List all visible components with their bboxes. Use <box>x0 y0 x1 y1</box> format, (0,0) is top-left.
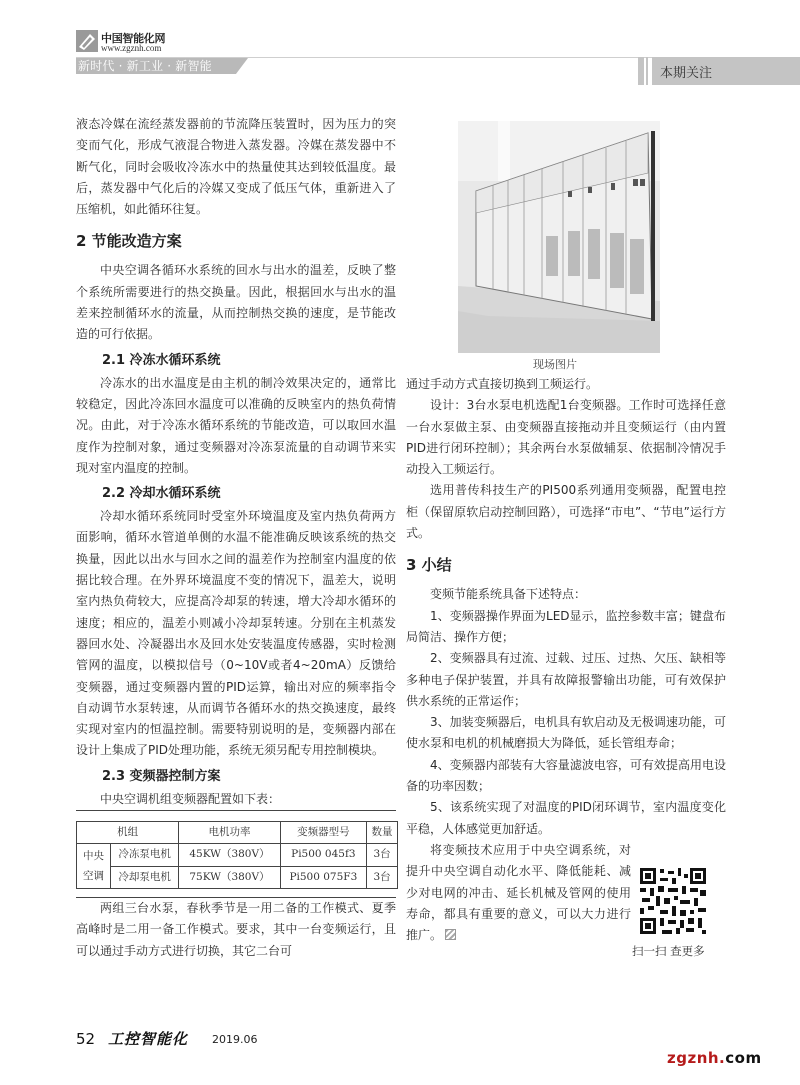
list-item: 3、加装变频器后，电机具有软启动及无极调速功能，可使水泵和电机的机械磨损大为降低，延长管组寿命； <box>406 715 726 751</box>
issue-date: 2019.06 <box>212 1033 258 1046</box>
end-mark-icon <box>445 929 456 940</box>
config-table-wrapper <box>76 810 396 898</box>
table-group-cell <box>77 844 111 889</box>
conclusion-text: 将变频技术应用于中央空调系统，对提升中央空调自动化水平、降低能耗、减少对电网的冲击、延长机械及管网的使用寿命，都具有重要的意义，可以大力进行推广。 <box>406 842 631 943</box>
paragraph-intro: 液态冷媒在流经蒸发器前的节流降压装置时，因为压力的突变而气化，形成气液混合物进入蒸发器。冷媒在蒸发器中不断气化，同时会吸收冷冻水中的热量使其达到较低温度。最后，蒸发器中气化后的冷媒又变成了低压气体，重新进入了压缩机，如此循环往复。 <box>76 117 396 217</box>
left-column <box>76 114 396 962</box>
heading-section-2: 2 节能改造方案 <box>76 232 182 251</box>
watermark <box>667 1049 762 1067</box>
table-header-cell: 数量 <box>367 822 398 844</box>
logo-url: www.zgznh.com <box>101 43 162 53</box>
table-cell: Pi500 045f3 <box>280 844 367 866</box>
list-item: 1、变频器操作界面为LED显示，监控参数丰富；键盘布局简洁、操作方便； <box>406 608 726 644</box>
table-cell: 3台 <box>367 844 398 866</box>
paragraph: 变频节能系统具备下述特点： <box>430 587 587 602</box>
table-header-cell: 机组 <box>77 822 179 844</box>
page-number: 52 <box>76 1030 96 1048</box>
paragraph: 两组三台水泵，春秋季节是一用二备的工作模式、夏季高峰时是二用一备工作模式。要求，其中一台变频运行，且可以通过手动方式进行切换，其它二台可 <box>76 900 396 958</box>
site-logo[interactable] <box>76 28 196 54</box>
paragraph: 中央空调各循环水系统的回水与出水的温差，反映了整个系统所需要进行的热交换量。因此，根据回水与出水的温差来控制循环水的流量，从而控制热交换的速度，是节能改造的可行依据。 <box>76 263 396 342</box>
logo-text: 中国智能化网 <box>101 32 166 45</box>
group-label: 空调 <box>83 870 104 883</box>
table-cell: 冷冻泵电机 <box>111 844 179 866</box>
table-header-cell: 电机功率 <box>179 822 280 844</box>
heading-section-3: 3 小结 <box>406 556 452 575</box>
paragraph-select: 选用普传科技生产的PI500系列通用变频器，配置电控柜（保留原软启动控制回路），可选择“市电”、“节电”运行方式。 <box>406 483 726 541</box>
qr-label: 扫一扫 查更多 <box>632 944 705 958</box>
watermark-domain: zgznh. <box>667 1049 726 1067</box>
right-column <box>406 374 726 946</box>
table-row <box>77 844 398 866</box>
section-tab-accent <box>638 57 644 85</box>
paragraph-design: 设计：3台水泵电机选配1台变频器。工作时可选择任意一台水泵做主泵、由变频器直接拖动并且变频运行（由内置PID进行闭环控制）；其余两台水泵做辅泵、依据制冷情况手动投入工频运行。 <box>406 398 726 477</box>
paragraph: 冷冻水的出水温度是由主机的制冷效果决定的，通常比较稳定，因此冷冻回水温度可以准确的反映室内的热负荷情况。由此，对于冷冻水循环系统的节能改造，可以取回水温度作为控制对象，通过变频器对冷冻泵流量的自动调节来实现对室内温度的控制。 <box>76 375 396 475</box>
site-photo <box>458 121 660 353</box>
paragraph: 冷却水循环系统同时受室外环境温度及室内热负荷两方面影响，循环水管道单侧的水温不能准确反映该系统的热交换量，因此以出水与回水之间的温差作为控制室内温度的依据比较合理。在外界环境温度不变的情况下，温差大，说明室内热负荷较大，应提高冷却泵的转速，增大冷却水循环的速度；相应的，温差小则减小冷却泵转速。分别在主机蒸发器回水处、冷凝器出水及回水处安装温度传感器，实时检测管网的温度，以模拟信号（0~10V或者4~20mA）反馈给变频器，通过变频器内置的PID运算，输出对应的频率指令自动调节水泵转速，从而调节各循环水的热交换速度，最终实现对室内的恒温控制。需要特别说明的是，变频器内部在设计上集成了PID处理功能，系统无须另配专用控制模块。 <box>76 509 396 758</box>
section-tab-accent <box>646 57 648 85</box>
paragraph: 中央空调机组变频器配置如下表： <box>100 791 281 806</box>
table-cell: 75KW（380V） <box>179 866 280 888</box>
heading-2-1: 2.1 冷冻水循环系统 <box>102 352 221 368</box>
list-item: 5、该系统实现了对温度的PID闭环调节，室内温度变化平稳，人体感觉更加舒适。 <box>406 800 726 836</box>
table-row <box>77 866 398 888</box>
heading-2-2: 2.2 冷却水循环系统 <box>102 486 221 502</box>
logo-mark-icon <box>76 30 98 52</box>
list-item: 4、变频器内部装有大容量滤波电容，可有效提高用电设备的功率因数； <box>406 757 726 794</box>
table-header-row <box>77 822 398 844</box>
table-header-cell: 变频器型号 <box>280 822 367 844</box>
table-cell: 冷却泵电机 <box>111 866 179 888</box>
qr-code-icon <box>638 866 708 936</box>
table-cell: 45KW（380V） <box>179 844 280 866</box>
config-table <box>76 821 398 889</box>
group-label: 中央 <box>83 850 104 863</box>
section-tab <box>652 57 800 85</box>
section-tab-label: 本期关注 <box>660 66 713 81</box>
watermark-tld: com <box>725 1049 762 1067</box>
switchgear-photo-icon <box>458 121 660 353</box>
qr-code[interactable] <box>638 866 708 936</box>
list-item: 2、变频器具有过流、过载、过压、过热、欠压、缺相等多种电子保护装置，并具有故障报警输出功能，可有效保护供水系统的正常运作； <box>406 651 726 708</box>
slogan: 新时代 · 新工业 · 新智能 <box>78 59 212 73</box>
paragraph-conclusion <box>406 840 631 946</box>
paragraph: 通过手动方式直接切换到工频运行。 <box>406 377 599 391</box>
magazine-title: 工控智能化 <box>108 1030 189 1048</box>
heading-2-3: 2.3 变频器控制方案 <box>102 768 221 784</box>
table-cell: 3台 <box>367 866 398 888</box>
photo-caption: 现场图片 <box>533 358 577 371</box>
table-cell: Pi500 075F3 <box>280 866 367 888</box>
